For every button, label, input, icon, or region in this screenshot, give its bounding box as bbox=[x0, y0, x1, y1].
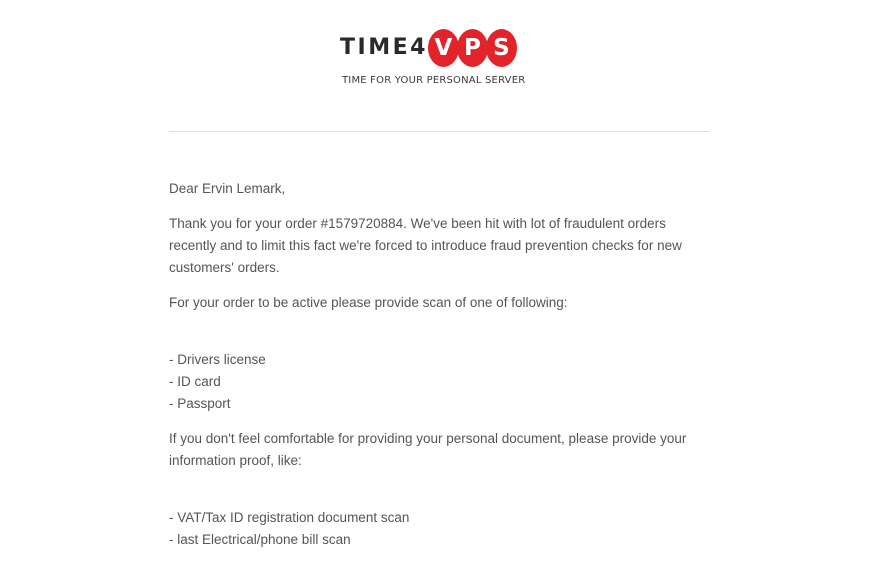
tagline: TIME FOR YOUR PERSONAL SERVER bbox=[342, 75, 526, 86]
scan-request-paragraph: For your order to be active please provide scan of one of following: bbox=[169, 295, 568, 310]
order-paragraph: Thank you for your order #1579720884. We've been hit with lot of fraudulent orders recently and to limit this fact we're forced to introduce fraud prevention checks for new customers' orders. bbox=[169, 216, 682, 275]
greeting: Dear Ervin Lemark, bbox=[169, 181, 286, 196]
time4vps-logo[interactable] bbox=[340, 26, 517, 70]
email-body bbox=[169, 178, 699, 564]
list-item: - last Electrical/phone bill scan bbox=[169, 532, 351, 547]
header-divider bbox=[169, 131, 709, 132]
alternative-proof-paragraph: If you don't feel comfortable for providing your personal document, please provide your information proof, like: bbox=[169, 431, 687, 468]
list-item: - Drivers license bbox=[169, 352, 266, 367]
logo-badges bbox=[430, 29, 517, 67]
proof-list bbox=[169, 507, 699, 551]
document-list bbox=[169, 349, 699, 415]
logo-badge-s: S bbox=[486, 29, 517, 67]
list-item: - VAT/Tax ID registration document scan bbox=[169, 510, 410, 525]
email-header bbox=[0, 0, 877, 132]
list-item: - Passport bbox=[169, 396, 231, 411]
spacer bbox=[169, 327, 699, 349]
logo-badge-v: V bbox=[428, 29, 459, 67]
spacer bbox=[169, 485, 699, 507]
logo-text: TIME4 bbox=[340, 35, 428, 60]
list-item: - ID card bbox=[169, 374, 221, 389]
logo-badge-p: P bbox=[457, 29, 488, 67]
